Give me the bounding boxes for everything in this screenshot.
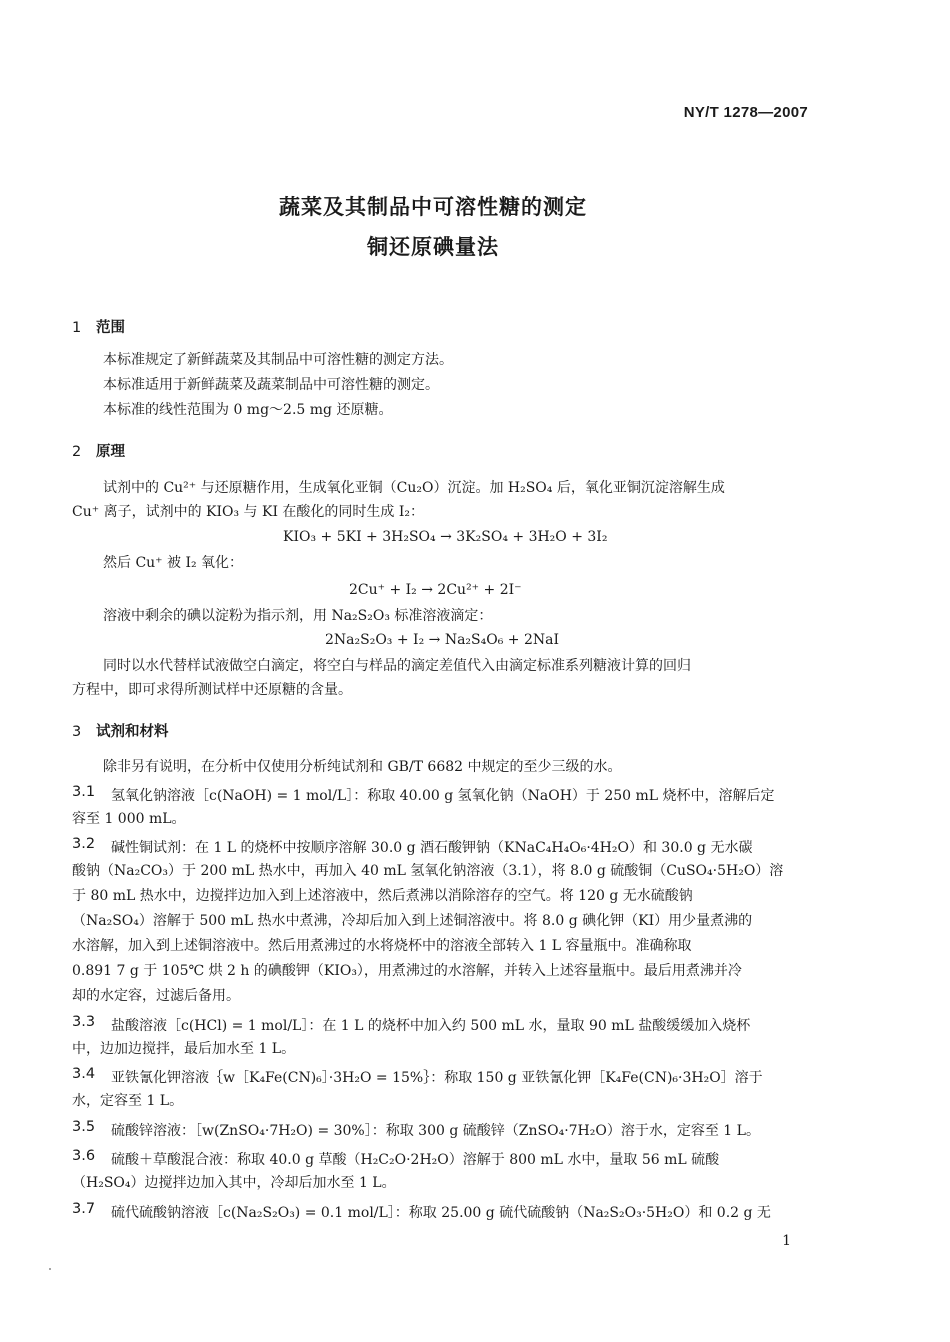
item-line: 中，边加边搅拌，最后加水至 1 L。 bbox=[72, 1041, 296, 1057]
section-heading-reagents bbox=[72, 720, 169, 741]
item-line: 盐酸溶液［c(HCl) = 1 mol/L］：在 1 L 的烧杯中加入约 500 mL 水，量取 90 mL 盐酸缓缓加入烧杯 bbox=[111, 1018, 751, 1034]
item-line: 却的水定容，过滤后备用。 bbox=[72, 988, 240, 1004]
scan-speck bbox=[49, 1268, 51, 1270]
paragraph: 同时以水代替样试液做空白滴定，将空白与样品的滴定差值代入由滴定标准系列糖液计算的回归 bbox=[103, 658, 691, 674]
item-number: 3.2 bbox=[72, 836, 96, 852]
item-line: 于 80 mL 热水中，边搅拌边加入到上述溶液中，然后煮沸以消除溶存的空气。将 120 g 无水硫酸钠 bbox=[72, 888, 693, 904]
item-line: （Na₂SO₄）溶解于 500 mL 热水中煮沸，冷却后加入到上述铜溶液中。将 8.0 g 碘化钾（KI）用少量煮沸的 bbox=[72, 913, 753, 929]
paragraph: 试剂中的 Cu²⁺ 与还原糖作用，生成氧化亚铜（Cu₂O）沉淀。加 H₂SO₄ 后，氧化亚铜沉淀溶解生成 bbox=[103, 480, 725, 496]
paragraph-continuation: Cu⁺ 离子，试剂中的 KIO₃ 与 KI 在酸化的同时生成 I₂： bbox=[72, 504, 425, 520]
document-subtitle: 铜还原碘量法 bbox=[367, 235, 499, 259]
section-number: 3 bbox=[72, 724, 82, 740]
equation-2: 2Cu⁺ + I₂ → 2Cu²⁺ + 2I⁻ bbox=[349, 582, 522, 598]
item-line: 亚铁氰化钾溶液｛w［K₄Fe(CN)₆］·3H₂O = 15%｝：称取 150 g 亚铁氰化钾［K₄Fe(CN)₆·3H₂O］溶于 bbox=[111, 1070, 763, 1086]
item-line: （H₂SO₄）边搅拌边加入其中，冷却后加水至 1 L。 bbox=[72, 1175, 396, 1191]
item-number: 3.3 bbox=[72, 1014, 96, 1030]
document-title: 蔬菜及其制品中可溶性糖的测定 bbox=[279, 195, 587, 219]
section-title: 范围 bbox=[96, 320, 125, 336]
item-number: 3.4 bbox=[72, 1066, 96, 1082]
item-number: 3.7 bbox=[72, 1201, 96, 1217]
equation-3: 2Na₂S₂O₃ + I₂ → Na₂S₄O₆ + 2NaI bbox=[325, 632, 559, 648]
paragraph: 溶液中剩余的碘以淀粉为指示剂，用 Na₂S₂O₃ 标准溶液滴定： bbox=[103, 608, 493, 624]
paragraph: 本标准适用于新鲜蔬菜及蔬菜制品中可溶性糖的测定。 bbox=[103, 377, 439, 393]
item-line: 硫酸锌溶液：［w(ZnSO₄·7H₂O) = 30%］：称取 300 g 硫酸锌（ZnSO₄·7H₂O）溶于水，定容至 1 L。 bbox=[111, 1123, 760, 1139]
item-number: 3.1 bbox=[72, 784, 96, 800]
item-number: 3.6 bbox=[72, 1148, 96, 1164]
equation-1: KIO₃ + 5KI + 3H₂SO₄ → 3K₂SO₄ + 3H₂O + 3I₂ bbox=[283, 529, 608, 545]
item-line: 氢氧化钠溶液［c(NaOH) = 1 mol/L］：称取 40.00 g 氢氧化钠（NaOH）于 250 mL 烧杯中，溶解后定 bbox=[111, 788, 775, 804]
item-line: 硫酸＋草酸混合液：称取 40.0 g 草酸（H₂C₂O·2H₂O）溶解于 800 mL 水中，量取 56 mL 硫酸 bbox=[111, 1152, 720, 1168]
section-heading-principle bbox=[72, 440, 125, 461]
section-number: 2 bbox=[72, 444, 82, 460]
section-number: 1 bbox=[72, 320, 82, 336]
item-line: 碱性铜试剂：在 1 L 的烧杯中按顺序溶解 30.0 g 酒石酸钾钠（KNaC₄H₄O₆·4H₂O）和 30.0 g 无水碳 bbox=[111, 840, 753, 856]
paragraph: 本标准的线性范围为 0 mg～2.5 mg 还原糖。 bbox=[103, 402, 393, 418]
paragraph: 除非另有说明，在分析中仅使用分析纯试剂和 GB/T 6682 中规定的至少三级的水。 bbox=[103, 759, 622, 775]
item-line: 酸钠（Na₂CO₃）于 200 mL 热水中，再加入 40 mL 氢氧化钠溶液（3.1），将 8.0 g 硫酸铜（CuSO₄·5H₂O）溶 bbox=[72, 863, 784, 879]
standard-code: NY/T 1278—2007 bbox=[683, 104, 808, 121]
paragraph: 然后 Cu⁺ 被 I₂ 氧化： bbox=[103, 555, 244, 571]
item-number: 3.5 bbox=[72, 1119, 96, 1135]
section-title: 试剂和材料 bbox=[96, 724, 169, 740]
paragraph: 本标准规定了新鲜蔬菜及其制品中可溶性糖的测定方法。 bbox=[103, 352, 453, 368]
item-line: 水，定容至 1 L。 bbox=[72, 1093, 184, 1109]
page-number: 1 bbox=[782, 1233, 791, 1249]
item-line: 0.891 7 g 于 105℃ 烘 2 h 的碘酸钾（KIO₃），用煮沸过的水溶解，并转入上述容量瓶中。最后用煮沸并冷 bbox=[72, 963, 742, 979]
item-line: 硫代硫酸钠溶液［c(Na₂S₂O₃) = 0.1 mol/L］：称取 25.00 g 硫代硫酸钠（Na₂S₂O₃·5H₂O）和 0.2 g 无 bbox=[111, 1205, 771, 1221]
paragraph-continuation: 方程中，即可求得所测试样中还原糖的含量。 bbox=[72, 682, 352, 698]
item-line: 容至 1 000 mL。 bbox=[72, 811, 186, 827]
section-heading-scope bbox=[72, 316, 125, 337]
item-line: 水溶解，加入到上述铜溶液中。然后用煮沸过的水将烧杯中的溶液全部转入 1 L 容量瓶中。准确称取 bbox=[72, 938, 692, 954]
section-title: 原理 bbox=[96, 444, 125, 460]
